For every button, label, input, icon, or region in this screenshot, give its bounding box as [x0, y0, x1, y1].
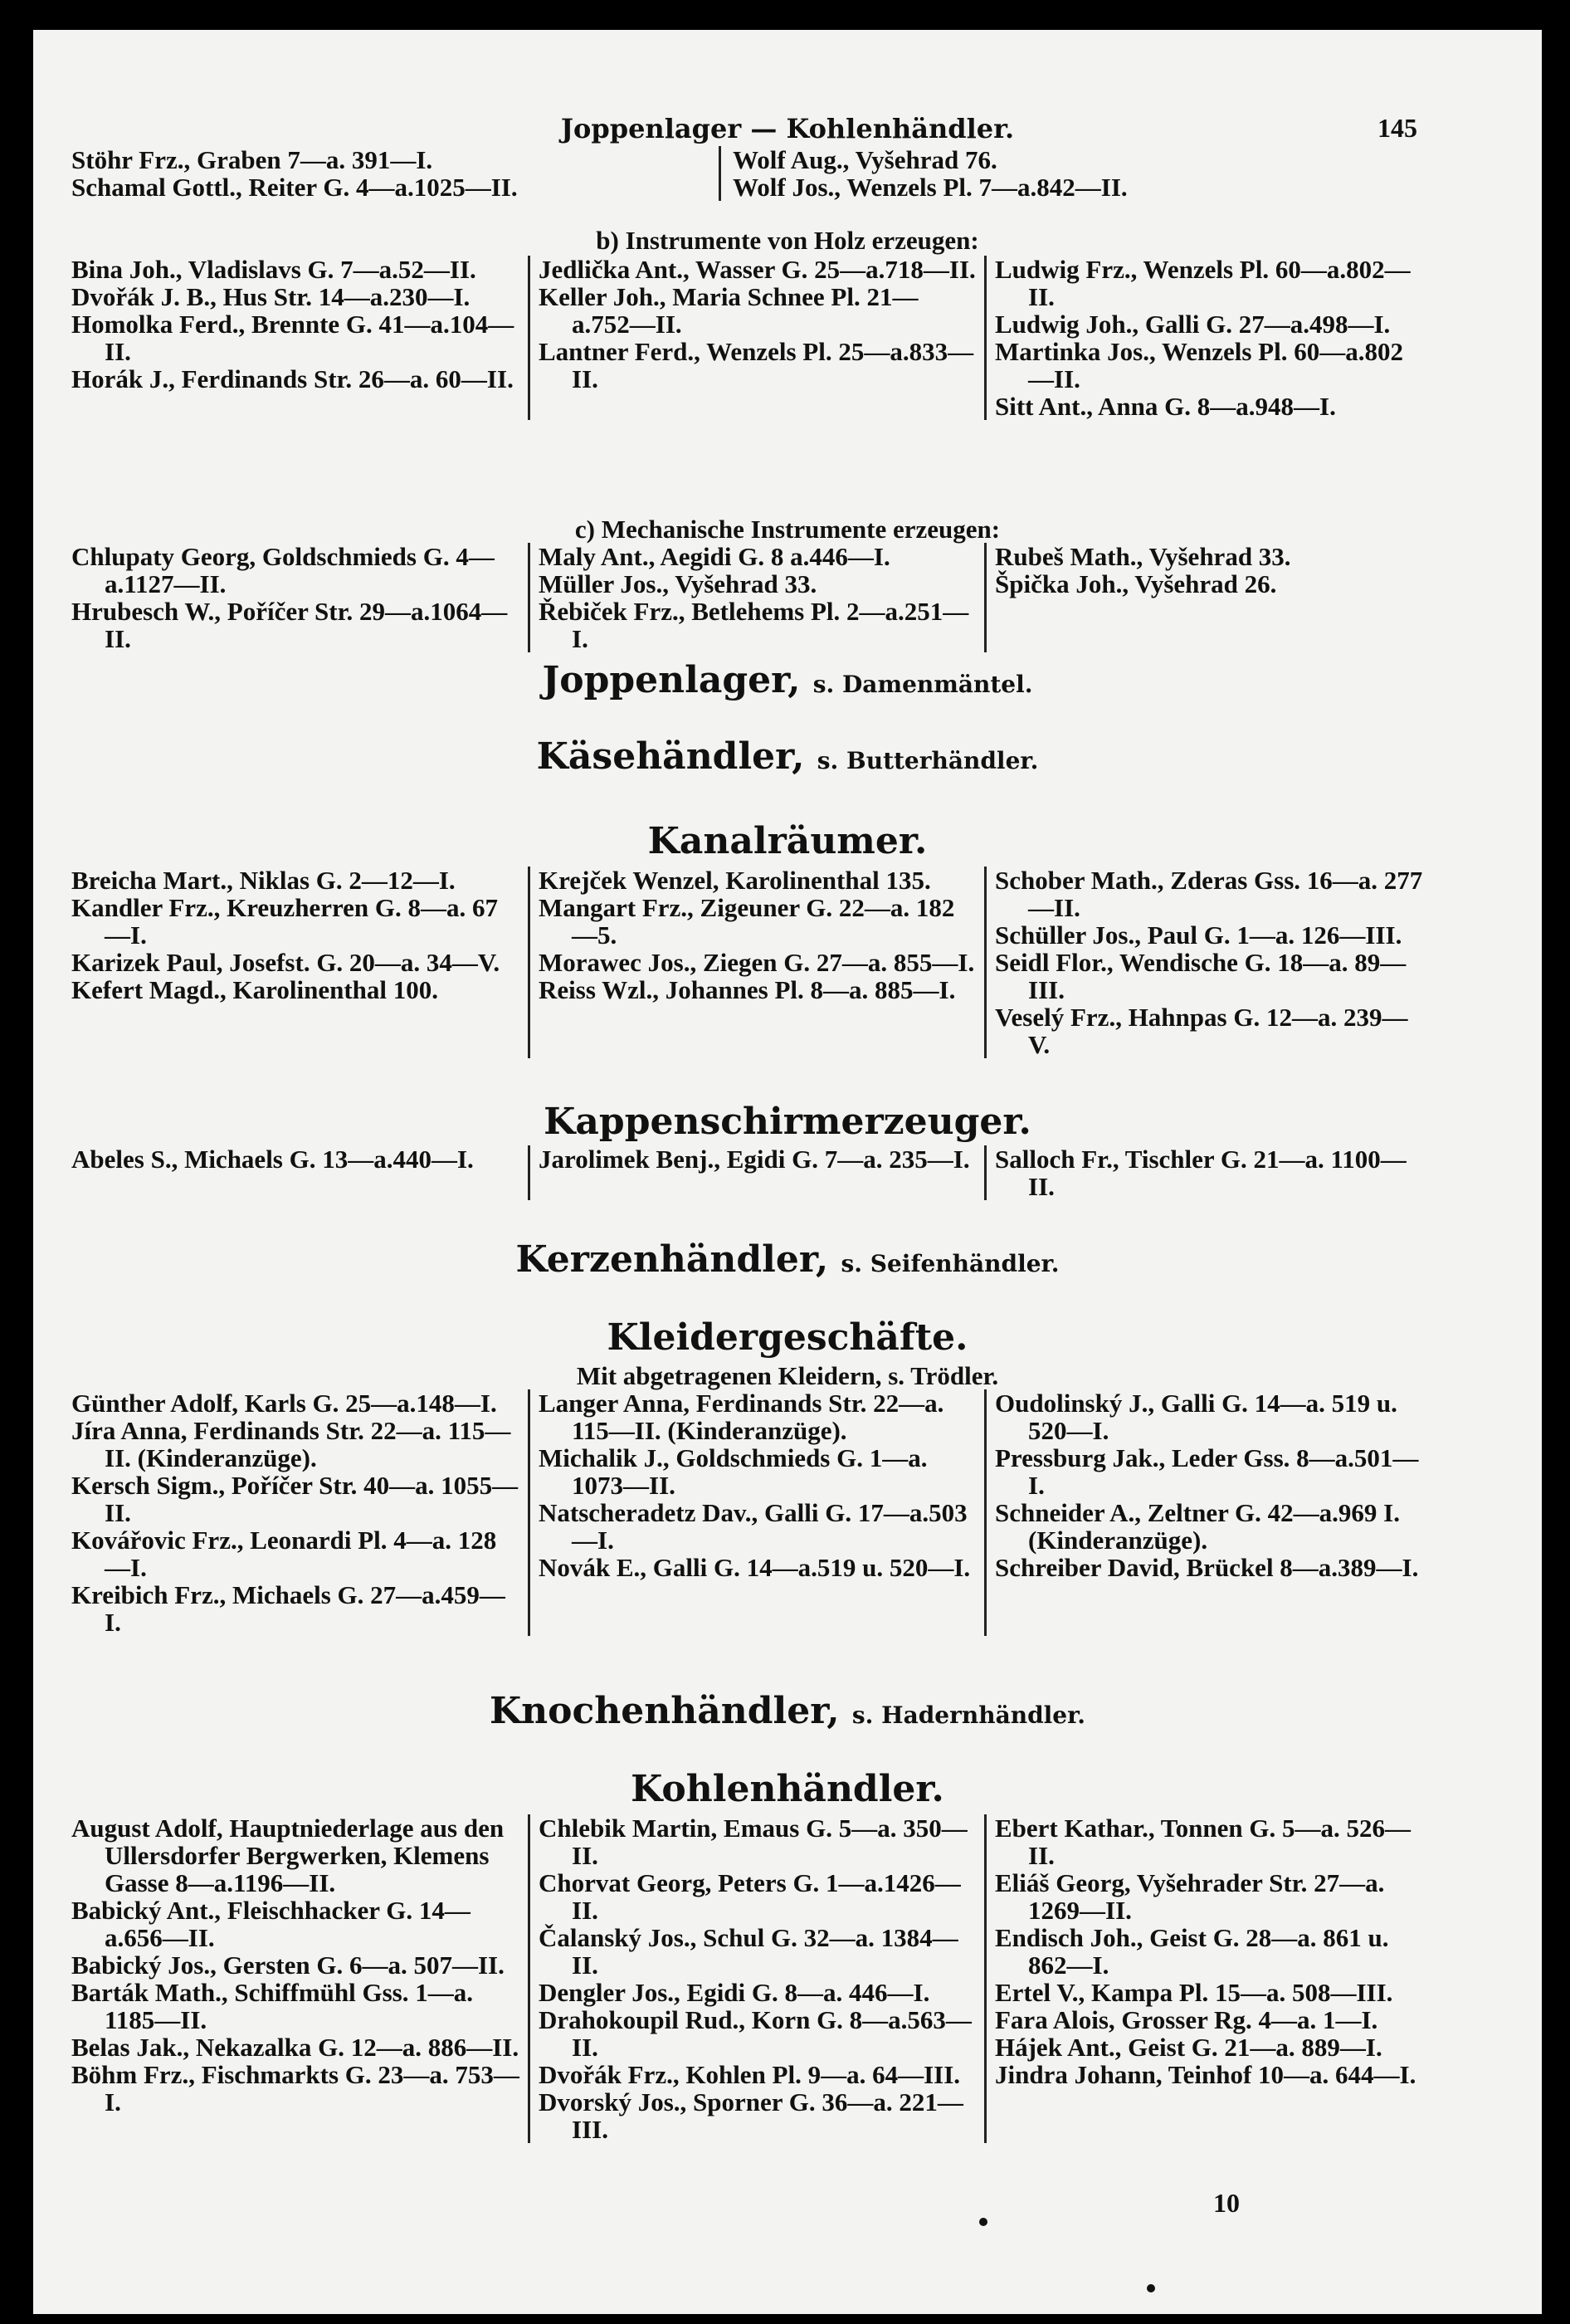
- entry: Reiss Wzl., Johannes Pl. 8—a. 885—I.: [539, 975, 956, 1004]
- entry: Kandler Frz., Kreuzherren G. 8—a. 67—I.: [71, 893, 499, 950]
- column-1: [71, 1145, 528, 1200]
- entry: Salloch Fr., Tischler G. 21—a. 1100—II.: [995, 1145, 1407, 1201]
- entry: Schneider A., Zeltner G. 42—a.969 I. (Kinderanzüge).: [995, 1498, 1400, 1555]
- column-1: [71, 543, 528, 652]
- column-3: [984, 1389, 1432, 1636]
- entry: Babický Jos., Gersten G. 6—a. 507—II.: [71, 1950, 505, 1980]
- entry: Fara Alois, Grosser Rg. 4—a. 1—I.: [995, 2005, 1378, 2034]
- heading-title: Knochenhändler,: [489, 1690, 840, 1732]
- entry: Natscheradetz Dav., Galli G. 17—a.503—I.: [539, 1498, 968, 1555]
- column-2: [528, 1145, 984, 1200]
- heading-see: s. Hadernhändler.: [851, 1702, 1086, 1729]
- ink-spot: [1147, 2284, 1155, 2292]
- heading-title: Kerzenhändler,: [515, 1238, 829, 1281]
- entry: Kreibich Frz., Michaels G. 27—a.459—I.: [71, 1580, 505, 1637]
- entry: Sitt Ant., Anna G. 8—a.948—I.: [995, 392, 1336, 421]
- column-1: [71, 867, 528, 1058]
- entry: Kovářovic Frz., Leonardi Pl. 4—a. 128—I.: [71, 1526, 497, 1582]
- heading-title: Joppenlager,: [542, 659, 801, 701]
- entry: Špička Joh., Vyšehrad 26.: [995, 569, 1277, 598]
- column-3: [984, 867, 1432, 1058]
- entry: Krejček Wenzel, Karolinenthal 135.: [539, 866, 931, 895]
- entry: Novák E., Galli G. 14—a.519 u. 520—I.: [539, 1553, 971, 1582]
- entry: Chlebik Martin, Emaus G. 5—a. 350—II.: [539, 1814, 968, 1870]
- top-right-col: [719, 146, 1299, 201]
- entry: Schüller Jos., Paul G. 1—a. 126—III.: [995, 920, 1402, 950]
- heading-kappenschirmerzeuger: Kappenschirmerzeuger.: [544, 1101, 1031, 1143]
- column-3: [984, 1145, 1432, 1200]
- column-3: [984, 543, 1432, 652]
- entry: Martinka Jos., Wenzels Pl. 60—a.802—II.: [995, 337, 1403, 393]
- entry: Drahokoupil Rud., Korn G. 8—a.563—II.: [539, 2005, 972, 2062]
- entry: Keller Joh., Maria Schnee Pl. 21—a.752—II.: [539, 282, 919, 339]
- kohlen-grid: [71, 1814, 1432, 2143]
- entry: Schober Math., Zderas Gss. 16—a. 277—II.: [995, 866, 1423, 922]
- heading-kohlenhandler: Kohlenhändler.: [631, 1768, 944, 1810]
- entry: Belas Jak., Nekazalka G. 12—a. 886—II.: [71, 2033, 519, 2062]
- top-entries: [71, 146, 1299, 201]
- running-header: Joppenlager — Kohlenhändler.: [560, 113, 1015, 144]
- column-1: [71, 1389, 528, 1636]
- heading-knochenhandler: [33, 1690, 1542, 1732]
- heading-kasehandler: [33, 735, 1542, 778]
- column-2: [528, 867, 984, 1058]
- entry: Günther Adolf, Karls G. 25—a.148—I.: [71, 1389, 497, 1418]
- entry: Seidl Flor., Wendische G. 18—a. 89—III.: [995, 948, 1407, 1004]
- entry: Dvořák J. B., Hus Str. 14—a.230—I.: [71, 282, 471, 311]
- entry: Langer Anna, Ferdinands Str. 22—a. 115—II. (Kinderanzüge).: [539, 1389, 944, 1445]
- entry: Eliáš Georg, Vyšehrader Str. 27—a. 1269—II.: [995, 1868, 1385, 1925]
- entry: Barták Math., Schiffmühl Gss. 1—a. 1185—II.: [71, 1978, 473, 2034]
- entry: Jarolimek Benj., Egidi G. 7—a. 235—I.: [539, 1145, 970, 1174]
- kanal-grid: [71, 867, 1432, 1058]
- entry: Čalanský Jos., Schul G. 32—a. 1384—II.: [539, 1923, 958, 1980]
- entry: August Adolf, Hauptniederlage aus den Ullersdorfer Bergwerken, Klemens Gasse 8—a.1196—II.: [71, 1814, 505, 1897]
- column-2: [528, 256, 984, 420]
- entry: Müller Jos., Vyšehrad 33.: [539, 569, 817, 598]
- entry: Ertel V., Kampa Pl. 15—a. 508—III.: [995, 1978, 1393, 2007]
- entry: Dvořák Frz., Kohlen Pl. 9—a. 64—III.: [539, 2060, 961, 2089]
- entry: Jindra Johann, Teinhof 10—a. 644—I.: [995, 2060, 1416, 2089]
- entry: Maly Ant., Aegidi G. 8 a.446—I.: [539, 542, 890, 571]
- entry: Schamal Gottl., Reiter G. 4—a.1025—II.: [71, 173, 518, 202]
- heading-see: s. Butterhändler.: [817, 747, 1039, 774]
- entry: Chorvat Georg, Peters G. 1—a.1426—II.: [539, 1868, 961, 1925]
- entry: Lantner Ferd., Wenzels Pl. 25—a.833—II.: [539, 337, 974, 393]
- heading-joppenlager: [33, 659, 1542, 701]
- entry: Morawec Jos., Ziegen G. 27—a. 855—I.: [539, 948, 975, 977]
- top-left-col: [71, 146, 719, 201]
- entry: Stöhr Frz., Graben 7—a. 391—I.: [71, 145, 433, 174]
- entry: Homolka Ferd., Brennte G. 41—a.104—II.: [71, 310, 514, 366]
- entry: Karizek Paul, Josefst. G. 20—a. 34—V.: [71, 948, 500, 977]
- entry: Ludwig Joh., Galli G. 27—a.498—I.: [995, 310, 1391, 339]
- entry: Schreiber David, Brückel 8—a.389—I.: [995, 1553, 1419, 1582]
- entry: Babický Ant., Fleischhacker G. 14—a.656—II.: [71, 1896, 471, 1952]
- column-2: [528, 543, 984, 652]
- heading-kanalraumer: Kanalräumer.: [647, 820, 928, 862]
- entry: Böhm Frz., Fischmarkts G. 23—a. 753—I.: [71, 2060, 519, 2116]
- entry: Wolf Aug., Vyšehrad 76.: [733, 145, 997, 174]
- entry: Abeles S., Michaels G. 13—a.440—I.: [71, 1145, 474, 1174]
- entry: Bina Joh., Vladislavs G. 7—a.52—II.: [71, 255, 476, 284]
- entry: Ludwig Frz., Wenzels Pl. 60—a.802—II.: [995, 255, 1411, 311]
- entry: Endisch Joh., Geist G. 28—a. 861 u. 862—I.: [995, 1923, 1389, 1980]
- heading-see: s. Damenmäntel.: [812, 671, 1033, 698]
- subsection-c-title: c) Mechanische Instrumente erzeugen:: [574, 515, 1001, 544]
- entry: Dvorský Jos., Sporner G. 36—a. 221—III.: [539, 2087, 963, 2144]
- page-number: 145: [1377, 113, 1417, 143]
- entry: Wolf Jos., Wenzels Pl. 7—a.842—II.: [733, 173, 1128, 202]
- entry: Hájek Ant., Geist G. 21—a. 889—I.: [995, 2033, 1382, 2062]
- entry: Breicha Mart., Niklas G. 2—12—I.: [71, 866, 456, 895]
- kleider-grid: [71, 1389, 1432, 1636]
- entry: Oudolinský J., Galli G. 14—a. 519 u. 520—I.: [995, 1389, 1397, 1445]
- kleider-note: Mit abgetragenen Kleidern, s. Trödler.: [576, 1361, 999, 1390]
- ink-spot: [979, 2218, 987, 2226]
- entry: Jedlička Ant., Wasser G. 25—a.718—II.: [539, 255, 976, 284]
- section-c-grid: [71, 543, 1432, 652]
- entry: Kersch Sigm., Poříčer Str. 40—a. 1055—II.: [71, 1471, 519, 1527]
- heading-kerzenhandler: [33, 1238, 1542, 1281]
- entry: Veselý Frz., Hahnpas G. 12—a. 239—V.: [995, 1003, 1408, 1059]
- heading-kleidergeschafte: Kleidergeschäfte.: [607, 1316, 968, 1359]
- page: [33, 30, 1542, 2314]
- heading-title: Käsehändler,: [536, 735, 805, 778]
- column-1: [71, 256, 528, 420]
- column-3: [984, 256, 1432, 420]
- column-3: [984, 1814, 1432, 2143]
- entry: Dengler Jos., Egidi G. 8—a. 446—I.: [539, 1978, 930, 2007]
- entry: Kefert Magd., Karolinenthal 100.: [71, 975, 438, 1004]
- entry: Rubeš Math., Vyšehrad 33.: [995, 542, 1291, 571]
- entry: Chlupaty Georg, Goldschmieds G. 4—a.1127—II.: [71, 542, 495, 598]
- heading-see: s. Seifenhändler.: [841, 1250, 1060, 1277]
- entry: Pressburg Jak., Leder Gss. 8—a.501—I.: [995, 1443, 1419, 1500]
- entry: Jíra Anna, Ferdinands Str. 22—a. 115—II. (Kinderanzüge).: [71, 1416, 511, 1472]
- entry: Michalik J., Goldschmieds G. 1—a. 1073—II.: [539, 1443, 928, 1500]
- column-2: [528, 1389, 984, 1636]
- entry: Ebert Kathar., Tonnen G. 5—a. 526—II.: [995, 1814, 1411, 1870]
- subsection-b-title: b) Instrumente von Holz erzeugen:: [596, 226, 979, 255]
- footer-number: 10: [1213, 2188, 1240, 2218]
- column-2: [528, 1814, 984, 2143]
- entry: Řebiček Frz., Betlehems Pl. 2—a.251—I.: [539, 597, 969, 653]
- column-1: [71, 1814, 528, 2143]
- entry: Mangart Frz., Zigeuner G. 22—a. 182—5.: [539, 893, 955, 950]
- entry: Horák J., Ferdinands Str. 26—a. 60—II.: [71, 364, 514, 393]
- section-b-grid: [71, 256, 1432, 420]
- entry: Hrubesch W., Poříčer Str. 29—a.1064—II.: [71, 597, 508, 653]
- kappen-grid: [71, 1145, 1432, 1200]
